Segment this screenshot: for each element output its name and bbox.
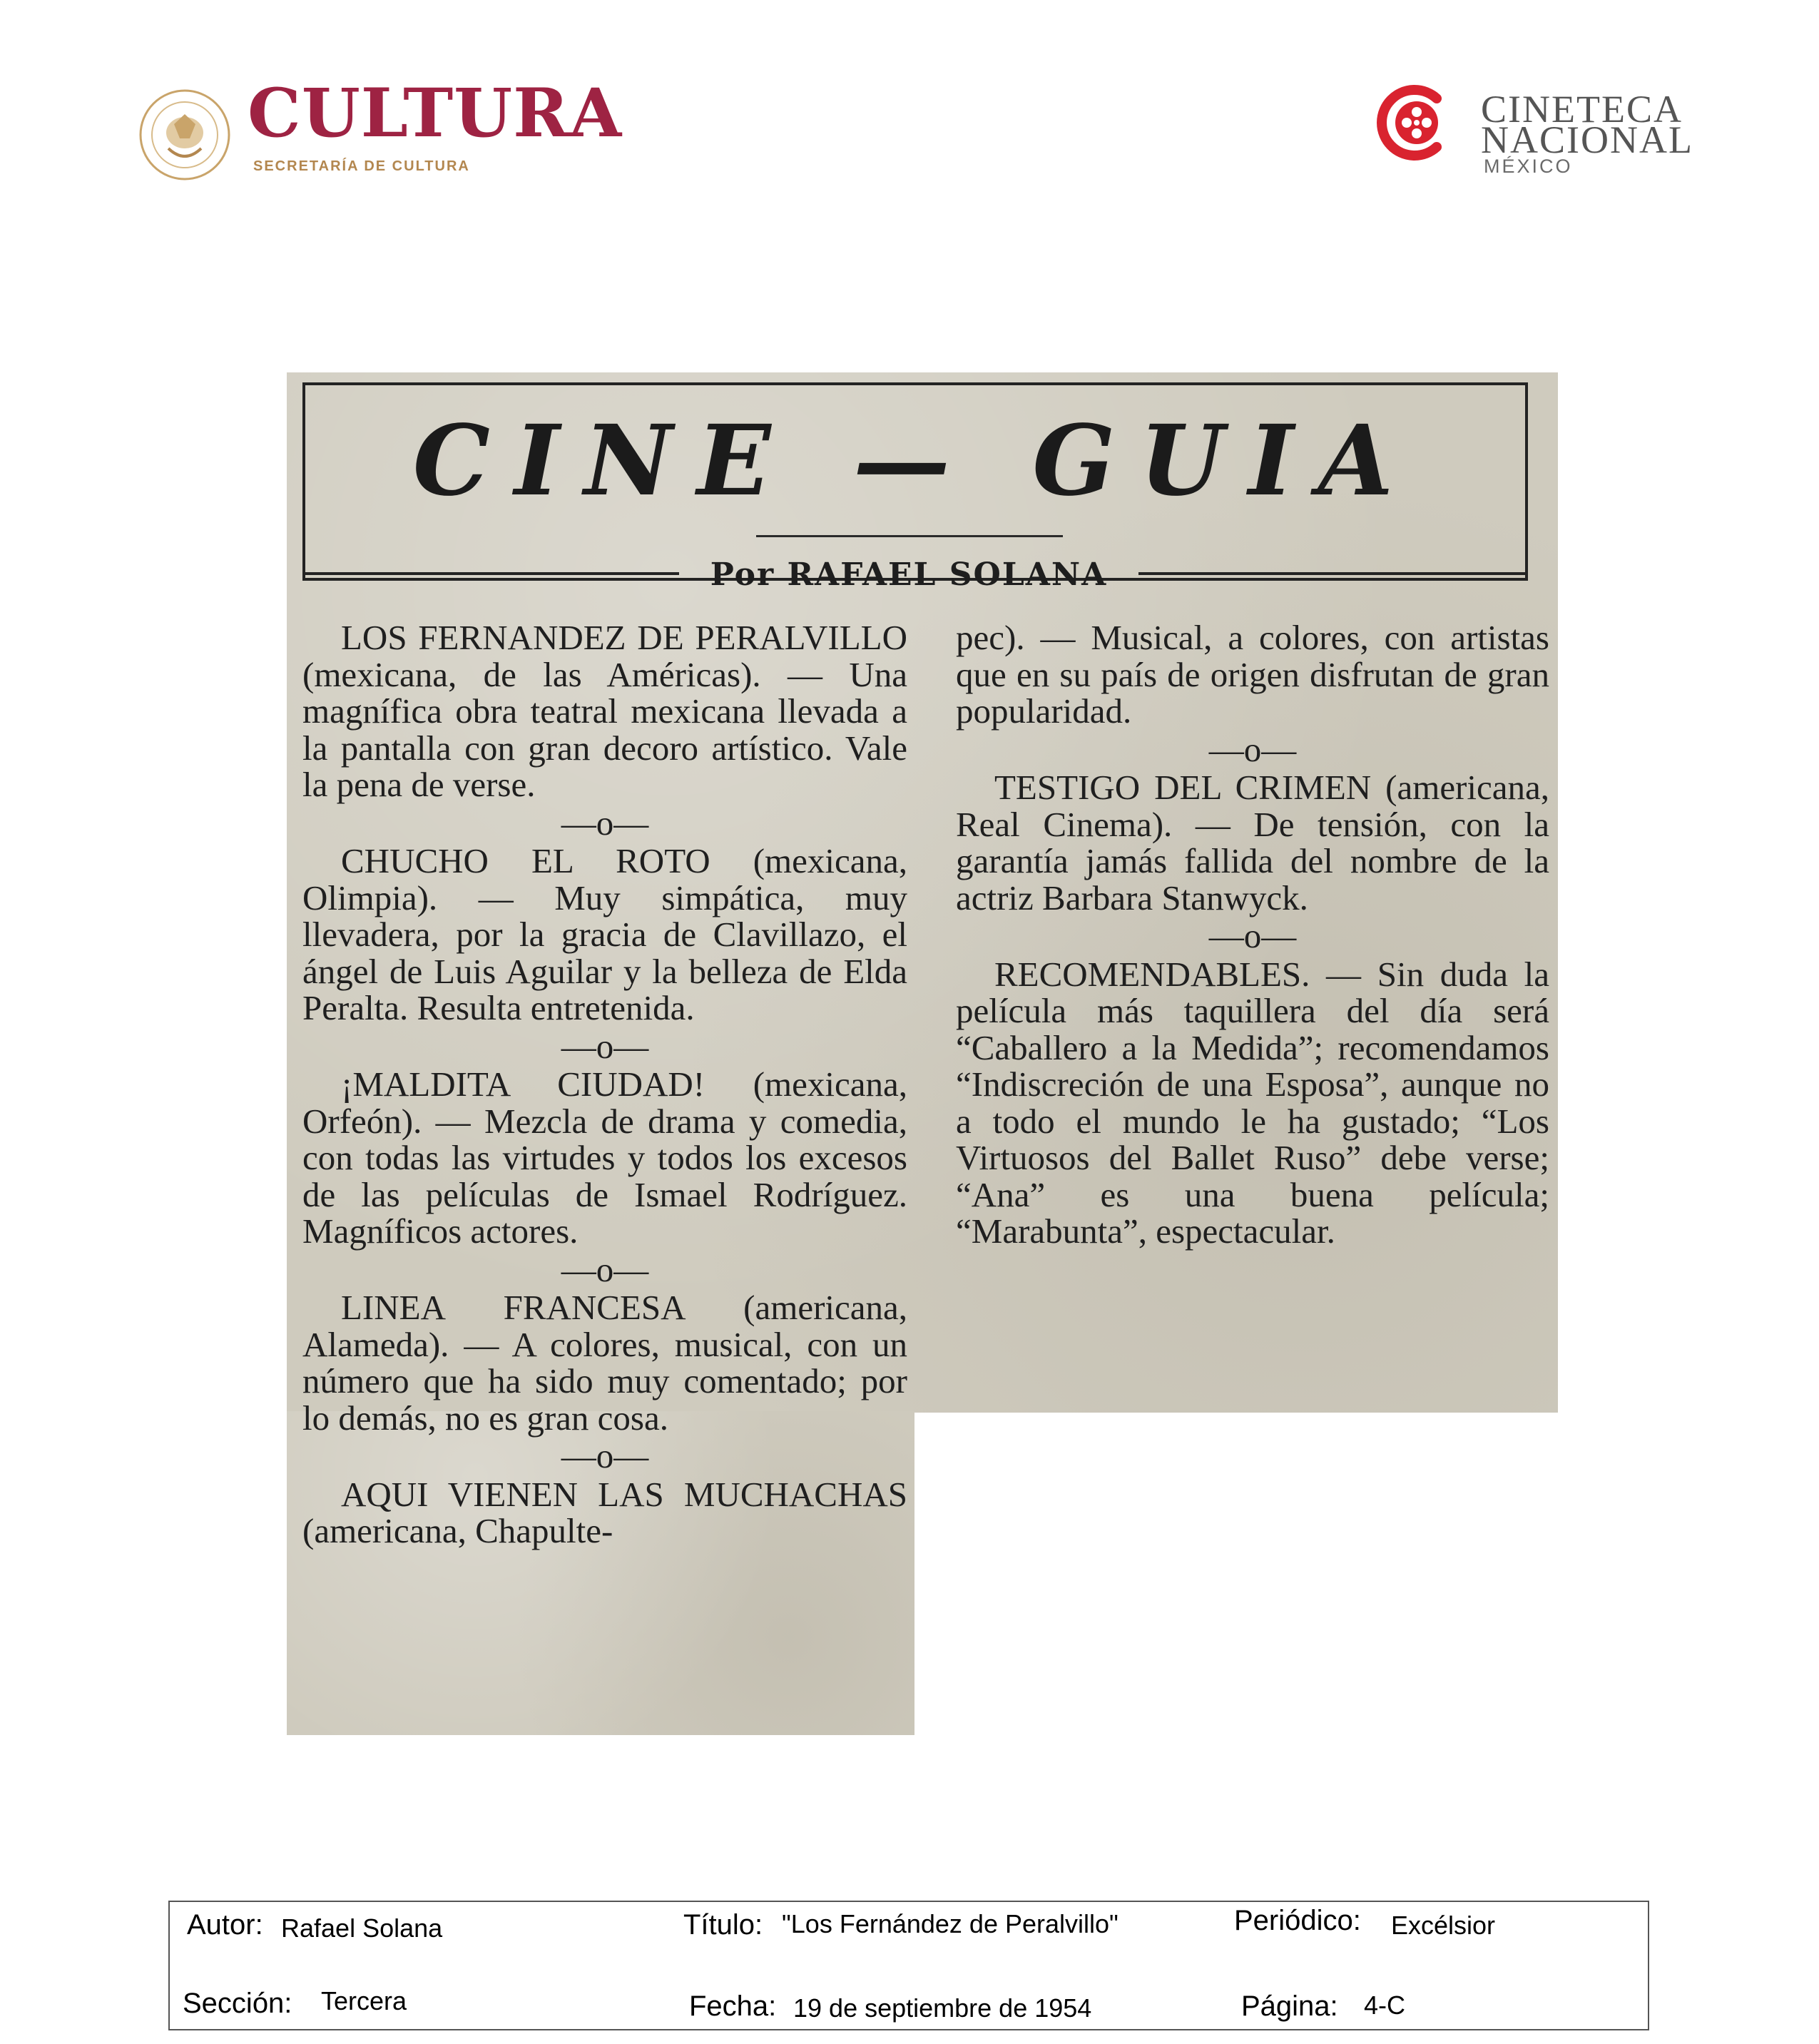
byline-rule-left bbox=[305, 572, 679, 575]
periodico-value: Excélsior bbox=[1391, 1911, 1496, 1940]
seccion-label: Sección: bbox=[183, 1988, 292, 2019]
review-paragraph: LOS FERNANDEZ DE PERALVILLO (mexicana, de las Américas). — Una magnífica obra teatral mexicana llevada a la pantalla con gran decoro artístico. Vale la pena de verse. bbox=[302, 618, 907, 804]
review-paragraph: TESTIGO DEL CRIMEN (americana, Real Cinema). — De tensión, con la garantía jamás fallida del nombre de la actriz Barbara Stanwyck. bbox=[956, 768, 1549, 917]
cineteca-logo-line1: CINETECA bbox=[1481, 88, 1683, 131]
separator: —o— bbox=[561, 803, 649, 843]
article-column-left bbox=[302, 619, 907, 1550]
review-paragraph: ¡MALDITA CIUDAD! (mexicana, Orfeón). — Mezcla de drama y comedia, con todas las virtudes y todos los excesos de las películas de Ismael Rodríguez. Magníficos actores. bbox=[302, 1064, 907, 1251]
separator: —o— bbox=[1208, 916, 1297, 955]
separator: —o— bbox=[561, 1436, 649, 1475]
titulo-value: "Los Fernández de Peralvillo" bbox=[782, 1909, 1119, 1938]
pagina-label: Página: bbox=[1241, 1990, 1338, 2022]
autor-value: Rafael Solana bbox=[281, 1913, 443, 1943]
byline-rule-right bbox=[1138, 572, 1525, 575]
titulo-label: Título: bbox=[683, 1909, 763, 1941]
review-paragraph: LINEA FRANCESA (americana, Alameda). — A colores, musical, con un número que ha sido muy comentado; por lo demás, no es gran cosa. bbox=[302, 1288, 907, 1438]
separator: —o— bbox=[1208, 729, 1297, 769]
fecha-value: 19 de septiembre de 1954 bbox=[793, 1993, 1092, 2023]
seccion-value: Tercera bbox=[321, 1986, 407, 2015]
title-underline bbox=[756, 535, 1063, 537]
fecha-label: Fecha: bbox=[689, 1990, 777, 2022]
separator: —o— bbox=[561, 1249, 649, 1289]
review-paragraph: CHUCHO EL ROTO (mexicana, Olimpia). — Muy simpática, muy llevadera, por la gracia de Clavillazo, el ángel de Luis Aguilar y la belleza de Elda Peralta. Resulta entretenida. bbox=[302, 841, 907, 1027]
separator: —o— bbox=[561, 1026, 649, 1066]
cineteca-logo-line3: MÉXICO bbox=[1484, 156, 1573, 177]
masthead-box bbox=[302, 382, 1528, 581]
review-paragraph: RECOMENDABLES. — Sin duda la película más taquillera del día será “Caballero a la Medida”; recomendamos “Indiscreción de una Esposa”, aunque no a todo el mundo le ha gustado; “Los Virtuosos del Ballet Ruso” debe verse; “Ana” es una buena película; “Marabunta”, espectacular. bbox=[956, 954, 1549, 1251]
mexican-coat-of-arms-seal-icon bbox=[137, 87, 233, 183]
article-column-right bbox=[956, 619, 1549, 1250]
article-byline: Por RAFAEL SOLANA bbox=[710, 556, 1108, 593]
cultura-logo-title: CULTURA bbox=[248, 74, 623, 153]
article-title: CINE — GUIA bbox=[412, 404, 1418, 518]
cultura-logo-subtitle: SECRETARÍA DE CULTURA bbox=[253, 158, 470, 174]
cineteca-logo-line2: NACIONAL bbox=[1481, 118, 1693, 161]
periodico-label: Periódico: bbox=[1234, 1905, 1361, 1936]
review-paragraph: AQUI VIENEN LAS MUCHACHAS (americana, Chapulte- bbox=[302, 1474, 907, 1550]
autor-label: Autor: bbox=[187, 1909, 263, 1941]
film-reel-icon bbox=[1375, 83, 1455, 163]
review-paragraph: pec). — Musical, a colores, con artistas que en su país de origen disfrutan de gran popularidad. bbox=[956, 618, 1549, 731]
pagina-value: 4-C bbox=[1364, 1990, 1406, 2020]
